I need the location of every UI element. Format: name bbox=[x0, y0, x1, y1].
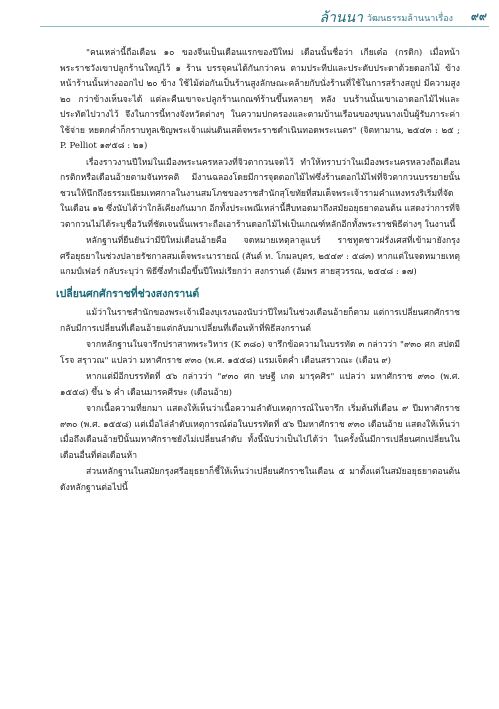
book-title-logo: ล้านนา bbox=[319, 10, 363, 26]
body-paragraph: เรื่องราวงานปีใหม่ในเมืองพระนครหลวงที่จิวตากวนจดไว้ ทำให้ทราบว่าในเมืองพระนครหลวงถือเดือนกรติกหรือเดือนอ้ายตามจันทรคติ มีงานฉลองโดยมีการจุดดอกไม้ไฟซึ่งร้านดอกไม้ไฟที่จิวตากวนบรรยายนั้น ชวนให้นึกถึงธรรมเนียมเทศกาลในงานสมโภชของราชสำนักสุโขทัยที่สมเด็จพระเจ้ารามคำแหงทรงริเริ่มที่จัดในเดือน ๑๒ ซึ่งนับได้ว่าใกล้เคียงกันมาก อีกทั้งประเพณีเหล่านี้สืบทอดมาถึงสมัยอยุธยาตอนต้น แสดงว่าการที่จิวตากวนไม่ได้ระบุชื่อวันที่ชัดเจนนั้นเพราะถือเอาร้านดอกไม้ไฟเป็นเกณฑ์หลักอีกทั้งพระราชพิธีต่างๆ ในงานนี้ bbox=[60, 157, 460, 230]
body-paragraph: ส่วนหลักฐานในสมัยกรุงศรีอยุธยาก็ชี้ให้เห็นว่าเปลี่ยนศักราชในเดือน ๕ มาตั้งแต่ในสมัยอยุธยาตอนต้น ดังหลักฐานต่อไปนี้ bbox=[60, 467, 460, 493]
body-paragraph: จากเนื้อความที่ยกมา แสดงให้เห็นว่าเนื้อความลำดับเหตุการณ์ในจารึก เริ่มต้นที่เดือน ๙ ปีมหาศักราช ๙๓๐ (พ.ศ. ๑๕๕๘) แต่เมื่อไล่ลำดับเหตุการณ์ต่อในบรรทัดที่ ๕๖ ปีมหาศักราช ๙๓๐ เดือนอ้าย แสดงให้เห็นว่า เมื่อถึงเดือนอ้ายปีนั้นมหาศักราชยังไม่เปลี่ยนลำดับ ทั้งนี้นับว่าเป็นไปได้ว่า ในครั้งนั้นมีการเปลี่ยนศกเปลี่ยนในเดือนอื่นที่ต่อเดือนห้า bbox=[60, 404, 460, 461]
page-number: ๙๙ bbox=[470, 10, 487, 23]
body-paragraph: หลักฐานที่ยืนยันว่ามีปีใหม่เดือนอ้ายคือ จดหมายเหตุลาลูแบร์ ราชทูตชาวฝรั่งเศสที่เข้ามายังกรุงศรีอยุธยาในช่วงปลายรัชกาลสมเด็จพระนารายณ์ (สันต์ ท. โกมลบุตร, ๒๕๔๙ : ๕๘๓) หากแต่ในจดหมายเหตุแกมป์เฟอร์ กลับระบุว่า พิธีซึ่งทำเมื่อขึ้นปีใหม่เรียกว่า สงกรานต์ (อัมพร สายสุวรรณ, ๒๕๔๘ : ๑๗) bbox=[60, 236, 460, 277]
section-heading: เปลี่ยนศกศักราชที่ช่วงสงกรานต์ bbox=[56, 287, 200, 300]
page-body bbox=[56, 46, 460, 497]
body-paragraph: จากหลักฐานในจารึกปราสาทพระวิหาร (K ๓๘๐) จารึกข้อความในบรรทัด ๓ กล่าวว่า "๙๓๐ ศก สปดมี โรจ สรฺาวณ" แปลว่า มหาศักราช ๙๓๐ (พ.ศ. ๑๕๕๘) แรมเจ็ดค่ำ เดือนสราวณะ (เดือน ๙) bbox=[60, 340, 460, 366]
header-divider bbox=[40, 26, 489, 27]
body-paragraph: หากแต่มีอีกบรรทัดที่ ๕๖ กล่าวว่า "๙๓๐ ศก ษษฐี เกต มารฺคศิร" แปลว่า มหาศักราช ๙๓๐ (พ.ศ. ๑๕๕๘) ขึ้น ๖ ค่ำ เดือนมารคศีรษะ (เดือนอ้าย) bbox=[60, 372, 460, 398]
page-header bbox=[0, 0, 499, 34]
book-subtitle: วัฒนธรรมล้านนาเรื่อง bbox=[366, 14, 453, 24]
body-paragraph: แม้ว่าในราชสำนักของพระเจ้าเมืองบุเรงนองนับว่าปีใหม่ในช่วงเดือนอ้ายก็ตาม แต่การเปลี่ยนศกศักราชกลับมีการเปลี่ยนที่เดือนอ้ายแต่กลับมาเปลี่ยนที่เดือนห้าที่พิธีสงกรานต์ bbox=[60, 308, 460, 334]
quote-paragraph: "คนเหล่านี้ถือเดือน ๑๐ ของจีนเป็นเดือนแรกของปีใหม่ เดือนนั้นชื่อว่า เกียเต๋อ (กรติก) เมื่อหน้าพระราชวังเขาปลูกร้านใหญ่ไว้ ๑ ร้าน บรรจุคนได้กันกว่าคน ตามประทีปและประดับประดาด้วยดอกไม้ ข้างหน้าร้านนั้นห่างออกไป ๒๐ ข้าง ใช้ไม้ต่อกันเป็นร้านสูงลักษณะคล้ายกับนั่งร้านที่ใช้ในการสร้างสถูป มีความสูง ๒๐ กว่าข้างเห็นจะได้ แต่ละคืนเขาจะปลูกร้านเกณฑ์ร้านขึ้นหลายๆ หลัง บนร้านนั้นเขาเอาดอกไม้ไฟและประทัดไปวางไว้ จึงในการนี้ทางจังหวัดต่างๆ ในความปกครองและตามบ้านเรือนของขุนนางเป็นผู้รับภาระค่าใช้จ่าย หยดกค่ำก็กราบทูลเชิญพระเจ้าแผ่นดินเสด็จพระราชดำเนินทอดพระเนตร" (จิตทามาน, ๒๕๔๓ : ๒๕ ; P. Pelliot ๑๙๕๘ : ๒๑) bbox=[60, 48, 460, 151]
